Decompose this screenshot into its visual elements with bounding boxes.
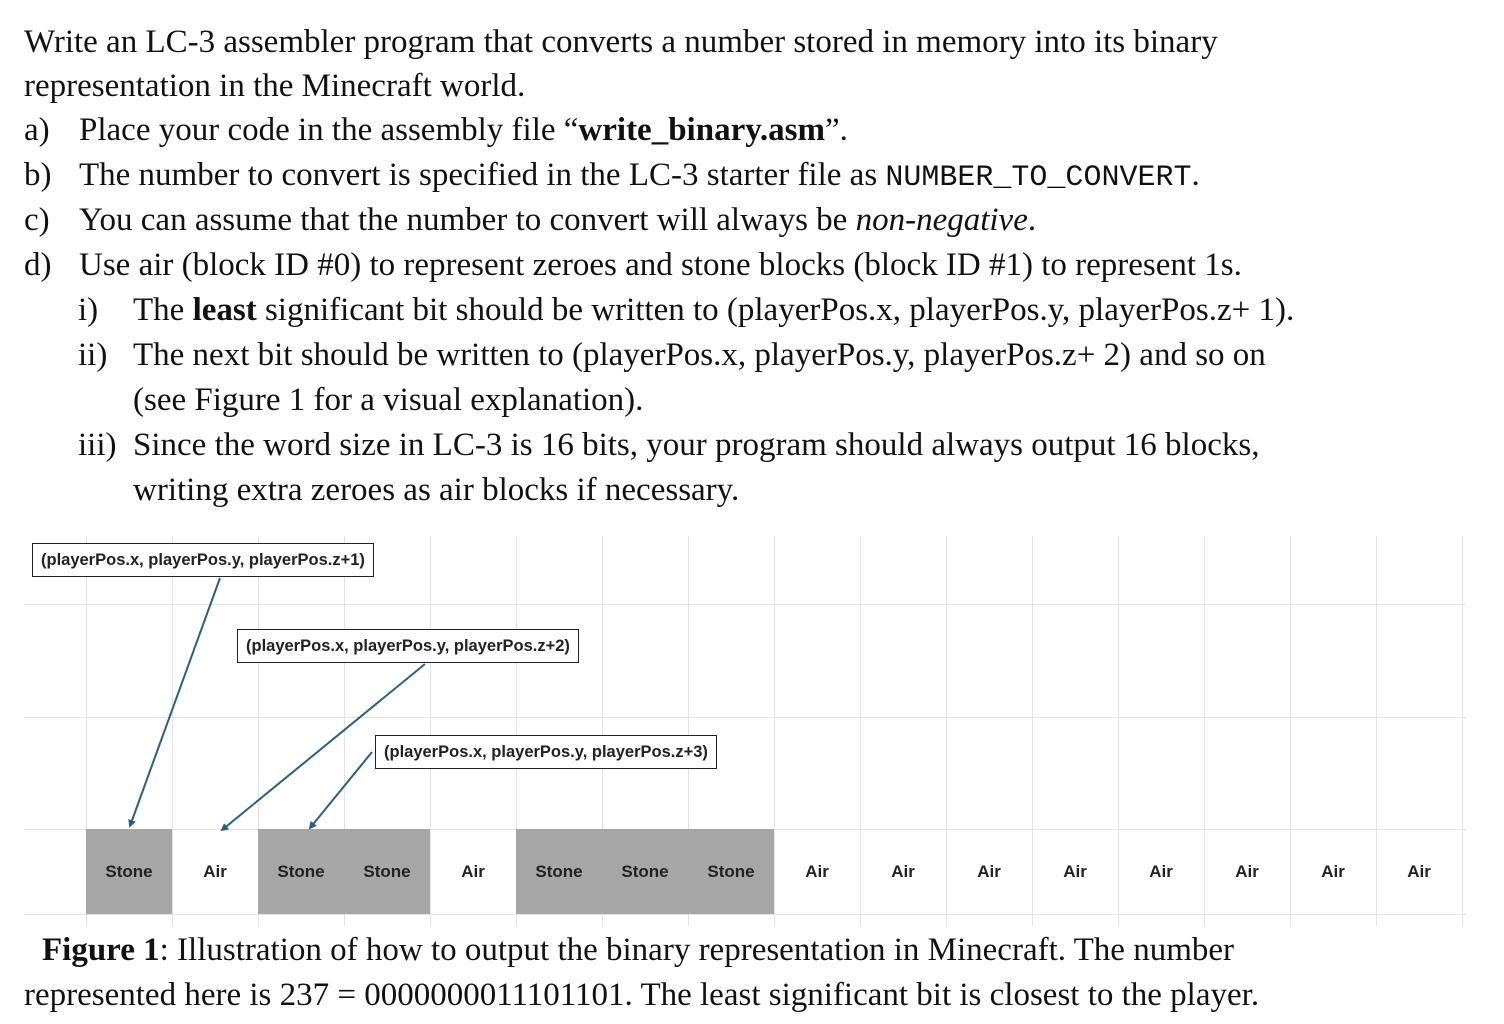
arrow-z3 xyxy=(310,752,372,828)
sub-item-i xyxy=(78,288,1294,332)
block-stone: Stone xyxy=(688,829,774,914)
sub-item-iii-continuation: writing extra zeroes as air blocks if necessary. xyxy=(133,472,740,508)
filename: write_binary.asm xyxy=(578,112,825,148)
block-stone: Stone xyxy=(258,829,344,914)
block-stone: Stone xyxy=(516,829,602,914)
block-stone: Stone xyxy=(86,829,172,914)
block-air: Air xyxy=(1321,861,1345,881)
block-stone: Stone xyxy=(602,829,688,914)
intro-paragraph xyxy=(24,20,1424,108)
item-label: b) xyxy=(24,157,52,193)
item-label: c) xyxy=(24,202,50,238)
caption-label: Figure 1 xyxy=(42,932,160,968)
sub-item-ii xyxy=(78,333,1266,377)
emphasis-least: least xyxy=(192,292,257,328)
callout-z2: (playerPos.x, playerPos.y, playerPos.z+2) xyxy=(237,629,579,663)
sub-item-iii xyxy=(78,423,1259,467)
block-air: Air xyxy=(203,861,227,881)
block-air: Air xyxy=(977,861,1001,881)
item-text: Place your code in the assembly file “ xyxy=(79,112,579,148)
item-text-end: . xyxy=(1027,202,1037,238)
sub-item-text-end: significant bit should be written to (playerPos.x, playerPos.y, playerPos.z+ 1). xyxy=(256,292,1295,328)
sub-item-text: The next bit should be written to (playerPos.x, playerPos.y, playerPos.z+ 2) and so on xyxy=(133,337,1266,373)
arrow-z1 xyxy=(130,578,220,826)
item-text: Use air (block ID #0) to represent zeroes and stone blocks (block ID #1) to represent 1s. xyxy=(79,247,1242,283)
caption-line-1: : Illustration of how to output the binary representation in Minecraft. The number xyxy=(159,932,1235,968)
sub-item-label: i) xyxy=(78,292,99,328)
block-air: Air xyxy=(1235,861,1259,881)
item-text-end: ”. xyxy=(825,112,848,148)
block-air: Air xyxy=(805,861,829,881)
callout-z1: (playerPos.x, playerPos.y, playerPos.z+1) xyxy=(32,543,374,577)
sub-item-ii-continuation: (see Figure 1 for a visual explanation). xyxy=(133,382,644,418)
callout-z3: (playerPos.x, playerPos.y, playerPos.z+3) xyxy=(375,735,717,769)
sub-item-text: The xyxy=(133,292,193,328)
item-text: You can assume that the number to convert will always be xyxy=(79,202,856,238)
item-text-end: . xyxy=(1191,157,1200,193)
constant-name: NUMBER_TO_CONVERT xyxy=(885,161,1192,195)
item-label: a) xyxy=(24,112,50,148)
sub-item-label: ii) xyxy=(78,337,108,373)
arrow-layer xyxy=(0,530,1504,930)
block-stone: Stone xyxy=(344,829,430,914)
block-air: Air xyxy=(1063,861,1087,881)
block-air: Air xyxy=(1407,861,1431,881)
emphasis: non-negative xyxy=(855,202,1028,238)
figure-1 xyxy=(0,530,1504,930)
item-text: The number to convert is specified in the LC-3 starter file as xyxy=(79,157,886,193)
block-air: Air xyxy=(461,861,485,881)
list-item-d xyxy=(24,243,1242,287)
intro-line-2: representation in the Minecraft world. xyxy=(24,68,526,104)
list-item-a xyxy=(24,108,848,152)
item-label: d) xyxy=(24,247,52,283)
intro-line-1: Write an LC-3 assembler program that converts a number stored in memory into its binary xyxy=(24,24,1218,60)
list-item-c xyxy=(24,198,1036,242)
sub-item-text: Since the word size in LC-3 is 16 bits, your program should always output 16 blocks, xyxy=(133,427,1260,463)
sub-item-label: iii) xyxy=(78,427,117,463)
caption-line-2: represented here is 237 = 0000000011101101. The least significant bit is closest to the player. xyxy=(24,977,1260,1013)
list-item-b xyxy=(24,153,1200,200)
figure-caption xyxy=(24,928,1464,1018)
block-air: Air xyxy=(891,861,915,881)
block-air: Air xyxy=(1149,861,1173,881)
